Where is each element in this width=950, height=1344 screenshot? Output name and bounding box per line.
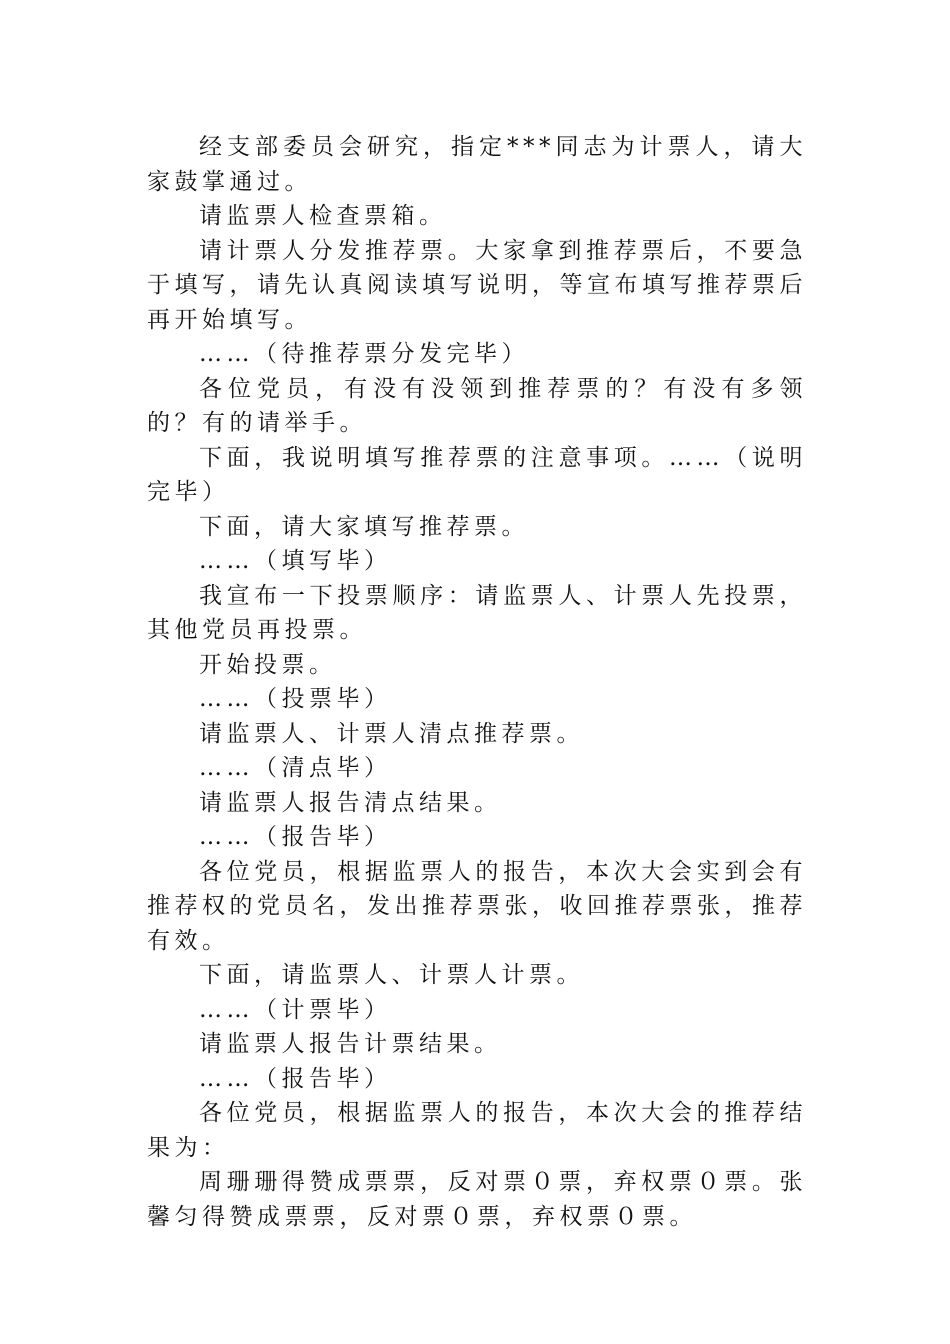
paragraph-report-count: 请监票人报告清点结果。 — [199, 789, 502, 816]
paragraph-distribute-ballots: 请计票人分发推荐票。大家拿到推荐票后，不要急于填写，请先认真阅读填写说明，等宣布填写推荐票后再开始填写。 — [147, 237, 807, 333]
paragraph-distribution-done: ……（待推荐票分发完毕） — [199, 341, 529, 367]
paragraph-report-done: ……（报告毕） — [199, 824, 392, 850]
document-body — [147, 130, 807, 1234]
paragraph-report-tally-done: ……（报告毕） — [199, 1065, 392, 1092]
paragraph-results: 周珊珊得赞成票票，反对票０票，弃权票０票。张馨匀得赞成票票，反对票０票，弃权票０票。 — [147, 1169, 807, 1230]
paragraph-start-voting: 开始投票。 — [199, 651, 337, 678]
paragraph-fill-done: ……（填写毕） — [199, 548, 392, 574]
paragraph-tally-votes: 下面，请监票人、计票人计票。 — [199, 962, 584, 988]
paragraph-tally-done: ……（计票毕） — [199, 996, 392, 1023]
paragraph-count-ballots: 请监票人、计票人清点推荐票。 — [199, 720, 584, 747]
paragraph-fill-ballots: 下面，请大家填写推荐票。 — [199, 513, 529, 540]
paragraph-attendance-report: 各位党员，根据监票人的报告，本次大会实到会有推荐权的党员名，发出推荐票张，收回推荐票张，推荐有效。 — [147, 858, 807, 954]
paragraph-count-done: ……（清点毕） — [199, 755, 392, 781]
paragraph-check-ballot-box: 请监票人检查票箱。 — [199, 203, 447, 229]
paragraph-voting-done: ……（投票毕） — [199, 686, 392, 712]
paragraph-voting-order: 我宣布一下投票顺序：请监票人、计票人先投票，其他党员再投票。 — [147, 582, 807, 643]
paragraph-appoint-counter: 经支部委员会研究，指定***同志为计票人，请大家鼓掌通过。 — [147, 134, 807, 195]
paragraph-ballot-check-question: 各位党员，有没有没领到推荐票的？有没有多领的？有的请举手。 — [147, 375, 807, 436]
paragraph-results-intro: 各位党员，根据监票人的报告，本次大会的推荐结果为： — [147, 1100, 807, 1161]
paragraph-explain-instructions: 下面，我说明填写推荐票的注意事项。……（说明完毕） — [147, 444, 807, 505]
paragraph-report-tally: 请监票人报告计票结果。 — [199, 1031, 502, 1057]
